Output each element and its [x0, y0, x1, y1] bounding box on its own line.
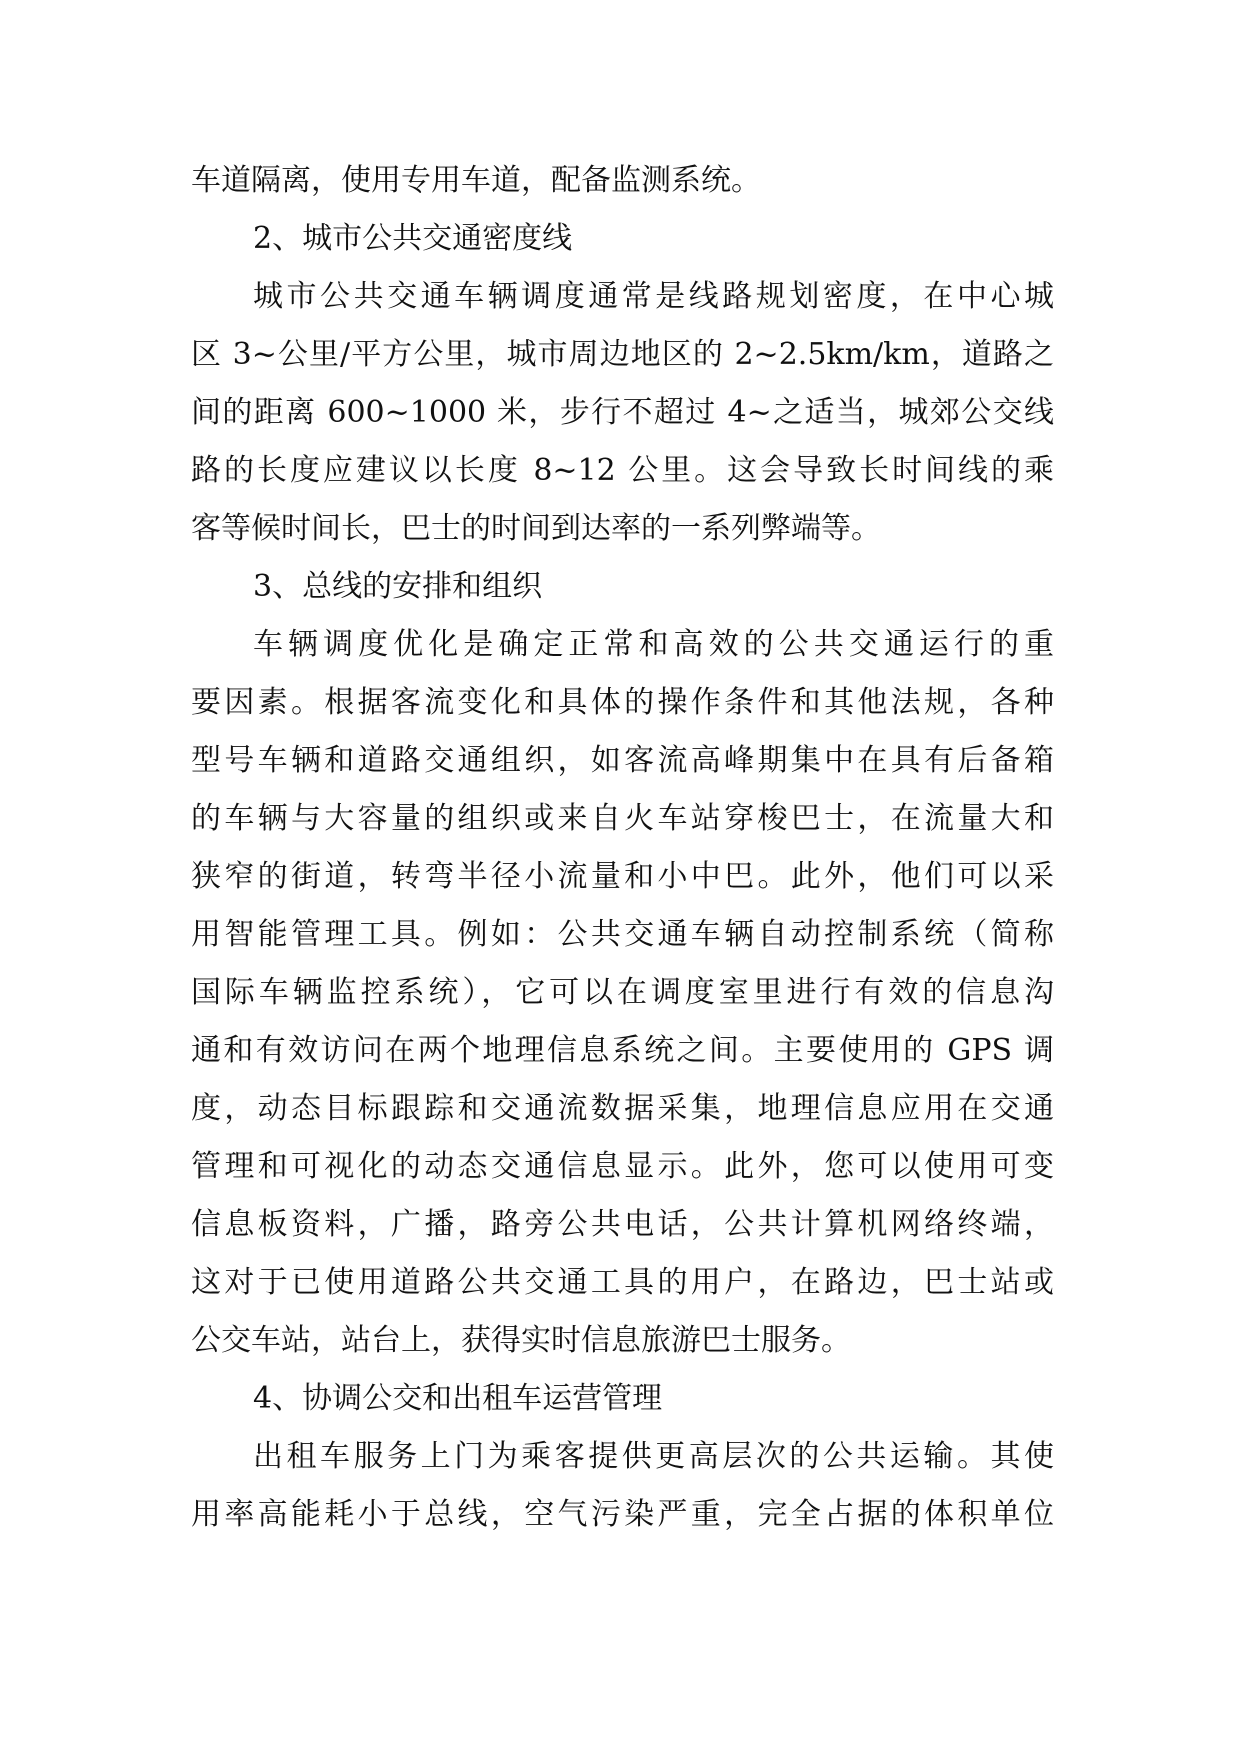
document-body [191, 152, 1054, 1544]
paragraph-line: 要因素。根据客流变化和具体的操作条件和其他法规，各种 [191, 685, 1054, 720]
section-heading: 3、总线的安排和组织 [253, 569, 543, 604]
paragraph-line: 车道隔离，使用专用车道，配备监测系统。 [191, 163, 761, 198]
paragraph-line: 型号车辆和道路交通组织，如客流高峰期集中在具有后备箱 [191, 743, 1054, 778]
paragraph-line: 信息板资料，广播，路旁公共电话，公共计算机网络终端， [191, 1207, 1054, 1242]
section-heading: 4、协调公交和出租车运营管理 [253, 1381, 663, 1416]
paragraph-line: 通和有效访问在两个地理信息系统之间。主要使用的 GPS 调 [191, 1033, 1054, 1068]
paragraph-line: 用率高能耗小于总线，空气污染严重，完全占据的体积单位 [191, 1497, 1054, 1532]
paragraph-line: 狭窄的街道，转弯半径小流量和小中巴。此外，他们可以采 [191, 859, 1054, 894]
paragraph-line: 这对于已使用道路公共交通工具的用户，在路边，巴士站或 [191, 1265, 1054, 1300]
paragraph-line: 车辆调度优化是确定正常和高效的公共交通运行的重 [253, 627, 1054, 662]
paragraph-line: 城市公共交通车辆调度通常是线路规划密度，在中心城 [253, 279, 1054, 314]
paragraph-line: 管理和可视化的动态交通信息显示。此外，您可以使用可变 [191, 1149, 1054, 1184]
paragraph-line: 度，动态目标跟踪和交通流数据采集，地理信息应用在交通 [191, 1091, 1054, 1126]
paragraph-line: 客等候时间长，巴士的时间到达率的一系列弊端等。 [191, 511, 881, 546]
paragraph-line: 出租车服务上门为乘客提供更高层次的公共运输。其使 [253, 1439, 1054, 1474]
paragraph-line: 区 3~公里/平方公里，城市周边地区的 2~2.5km/km，道路之 [191, 337, 1054, 372]
paragraph-line: 路的长度应建议以长度 8~12 公里。这会导致长时间线的乘 [191, 453, 1054, 488]
paragraph-line: 国际车辆监控系统），它可以在调度室里进行有效的信息沟 [191, 975, 1054, 1010]
paragraph-line: 的车辆与大容量的组织或来自火车站穿梭巴士，在流量大和 [191, 801, 1054, 836]
paragraph-line: 间的距离 600~1000 米，步行不超过 4~之适当，城郊公交线 [191, 395, 1054, 430]
section-heading: 2、城市公共交通密度线 [253, 221, 573, 256]
paragraph-line: 公交车站，站台上，获得实时信息旅游巴士服务。 [191, 1323, 851, 1358]
paragraph-line: 用智能管理工具。例如：公共交通车辆自动控制系统（简称 [191, 917, 1054, 952]
